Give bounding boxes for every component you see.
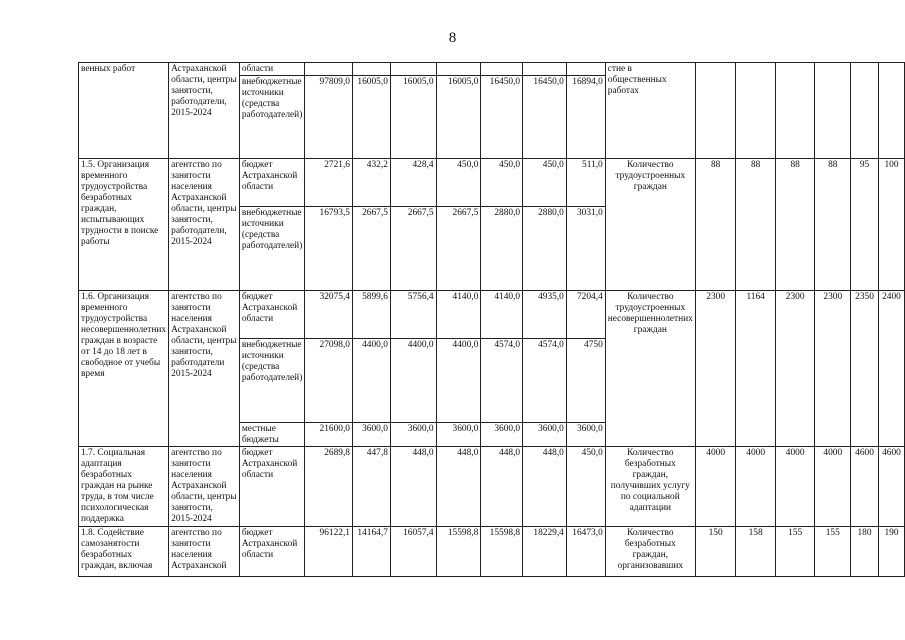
executor: агентство по занятости населения Астраханской xyxy=(169,527,240,577)
indicator-value: 2300 xyxy=(695,291,736,447)
amount-cell: 2689,8 xyxy=(305,447,353,527)
indicator-value: 155 xyxy=(815,527,851,577)
indicator-value: 88 xyxy=(775,159,815,291)
amount-cell: 4574,0 xyxy=(481,339,523,423)
table-row xyxy=(79,447,905,527)
funding-source: бюджет Астраханской области xyxy=(239,291,305,339)
indicator-name: Количество безработных граждан, организовавших xyxy=(605,527,695,577)
amount-cell: 4140,0 xyxy=(481,291,523,339)
funding-source: бюджет Астраханской области xyxy=(239,527,305,577)
amount-cell: 448,0 xyxy=(436,447,481,527)
executor: агентство по занятости населения Астраханской области, центры занятости, работодатели 2015-2024 xyxy=(169,291,240,447)
amount-cell: 16005,0 xyxy=(352,76,390,159)
amount-cell: 450,0 xyxy=(481,159,523,207)
indicator-value: 150 xyxy=(695,527,736,577)
table-row xyxy=(79,291,905,339)
amount-cell: 16473,0 xyxy=(566,527,605,577)
amount-cell: 3600,0 xyxy=(390,423,436,447)
indicator-value: 4600 xyxy=(878,447,904,527)
measure-name: 1.7. Социальная адаптация безработных граждан на рынке труда, в том числе психологическая поддержка xyxy=(79,447,169,527)
indicator-value: 4000 xyxy=(736,447,776,527)
page-number: 8 xyxy=(448,30,457,46)
funding-source: внебюджетные источники (средства работодателей) xyxy=(239,76,305,159)
amount-cell: 97809,0 xyxy=(305,76,353,159)
amount-cell: 2721,6 xyxy=(305,159,353,207)
measure-name: 1.8. Содействие самозанятости безработных граждан, включая xyxy=(79,527,169,577)
amount-cell: 7204,4 xyxy=(566,291,605,339)
amount-cell: 4400,0 xyxy=(436,339,481,423)
amount-cell: 2880,0 xyxy=(523,207,567,291)
measure-name: 1.5. Организация временного трудоустройства безработных граждан, испытывающих трудности в поиске работы xyxy=(79,159,169,291)
amount-cell: 447,8 xyxy=(352,447,390,527)
indicator-value: 1164 xyxy=(736,291,776,447)
amount-cell: 450,0 xyxy=(523,159,567,207)
executor: агентство по занятости населения Астраханской области, центры занятости, работодатели, 2015-2024 xyxy=(169,159,240,291)
amount-cell: 14164,7 xyxy=(352,527,390,577)
amount-cell: 3600,0 xyxy=(566,423,605,447)
funding-source: бюджет Астраханской области xyxy=(239,447,305,527)
indicator-name: стие в общественных работах xyxy=(605,63,695,159)
amount-cell: 16057,4 xyxy=(390,527,436,577)
indicator-value: 2350 xyxy=(851,291,879,447)
amount-cell: 16793,5 xyxy=(305,207,353,291)
amount-cell: 3031,0 xyxy=(566,207,605,291)
indicator-value: 155 xyxy=(775,527,815,577)
table-row xyxy=(79,63,905,76)
amount-cell: 4400,0 xyxy=(390,339,436,423)
indicator-value: 88 xyxy=(695,159,736,291)
program-table xyxy=(78,62,905,577)
amount-cell: 4935,0 xyxy=(523,291,567,339)
indicator-value: 100 xyxy=(878,159,904,291)
measure-name: венных работ xyxy=(79,63,169,159)
indicator-value: 190 xyxy=(878,527,904,577)
amount-cell: 4400,0 xyxy=(352,339,390,423)
amount-cell: 32075,4 xyxy=(305,291,353,339)
amount-cell: 16005,0 xyxy=(436,76,481,159)
amount-cell: 3600,0 xyxy=(436,423,481,447)
indicator-name: Количество трудоустроенных несовершеннолетних граждан xyxy=(605,291,695,447)
amount-cell: 2667,5 xyxy=(352,207,390,291)
indicator-value: 2300 xyxy=(815,291,851,447)
funding-source: бюджет Астраханской области xyxy=(239,159,305,207)
indicator-value: 4000 xyxy=(815,447,851,527)
indicator-value: 2400 xyxy=(878,291,904,447)
funding-source: внебюджетные источники (средства работодателей) xyxy=(239,207,305,291)
measure-name: 1.6. Организация временного трудоустройства несовершеннолетних граждан в возрасте от 14 до 18 лет в свободное от учебы время xyxy=(79,291,169,447)
amount-cell: 428,4 xyxy=(390,159,436,207)
indicator-value: 4000 xyxy=(695,447,736,527)
amount-cell: 511,0 xyxy=(566,159,605,207)
indicator-name: Количество безработных граждан, получивших услугу по социальной адаптации xyxy=(605,447,695,527)
amount-cell: 2667,5 xyxy=(390,207,436,291)
amount-cell: 448,0 xyxy=(390,447,436,527)
indicator-value: 180 xyxy=(851,527,879,577)
amount-cell: 15598,8 xyxy=(481,527,523,577)
amount-cell: 432,2 xyxy=(352,159,390,207)
amount-cell: 4140,0 xyxy=(436,291,481,339)
funding-source: области xyxy=(239,63,305,76)
indicator-value: 158 xyxy=(736,527,776,577)
amount-cell: 3600,0 xyxy=(523,423,567,447)
executor: Астраханской области, центры занятости, работодатели, 2015-2024 xyxy=(169,63,240,159)
indicator-name: Количество трудоустроенных граждан xyxy=(605,159,695,291)
amount-cell: 3600,0 xyxy=(352,423,390,447)
amount-cell: 16450,0 xyxy=(481,76,523,159)
funding-source: внебюджетные источники (средства работодателей) xyxy=(239,339,305,423)
indicator-value: 95 xyxy=(851,159,879,291)
amount-cell: 16450,0 xyxy=(523,76,567,159)
amount-cell: 27098,0 xyxy=(305,339,353,423)
amount-cell: 4750 xyxy=(566,339,605,423)
amount-cell: 2880,0 xyxy=(481,207,523,291)
amount-cell: 448,0 xyxy=(523,447,567,527)
executor: агентство по занятости населения Астраханской области, центры занятости, 2015-2024 xyxy=(169,447,240,527)
amount-cell: 15598,8 xyxy=(436,527,481,577)
amount-cell: 448,0 xyxy=(481,447,523,527)
amount-cell: 5756,4 xyxy=(390,291,436,339)
amount-cell: 450,0 xyxy=(566,447,605,527)
table-row xyxy=(79,527,905,577)
amount-cell: 4574,0 xyxy=(523,339,567,423)
amount-cell: 2667,5 xyxy=(436,207,481,291)
indicator-value: 2300 xyxy=(775,291,815,447)
amount-cell: 21600,0 xyxy=(305,423,353,447)
table-row xyxy=(79,159,905,207)
indicator-value: 88 xyxy=(736,159,776,291)
indicator-value: 4000 xyxy=(775,447,815,527)
amount-cell: 450,0 xyxy=(436,159,481,207)
indicator-value: 88 xyxy=(815,159,851,291)
amount-cell: 96122,1 xyxy=(305,527,353,577)
amount-cell: 18229,4 xyxy=(523,527,567,577)
amount-cell: 16894,0 xyxy=(566,76,605,159)
indicator-value: 4600 xyxy=(851,447,879,527)
funding-source: местные бюджеты xyxy=(239,423,305,447)
amount-cell: 16005,0 xyxy=(390,76,436,159)
amount-cell: 3600,0 xyxy=(481,423,523,447)
amount-cell: 5899,6 xyxy=(352,291,390,339)
